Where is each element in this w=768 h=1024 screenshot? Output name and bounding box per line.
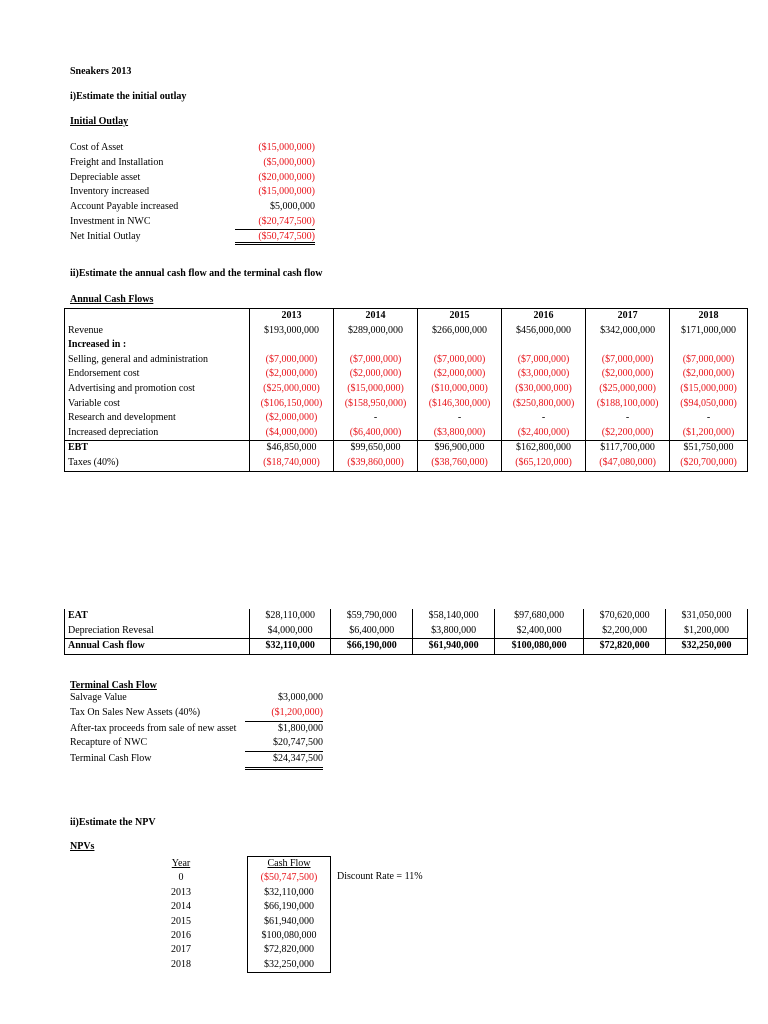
cell-value: $2,400,000	[495, 624, 584, 639]
outlay-value: ($50,747,500)	[235, 230, 315, 245]
npv-cashflow: $61,940,000	[248, 915, 331, 929]
table-row	[65, 324, 748, 339]
cell-value: $51,750,000	[670, 441, 748, 456]
npv-cashflow: $66,190,000	[248, 900, 331, 914]
cell-value: ($2,000,000)	[670, 367, 748, 382]
annual-cash-flows-heading: Annual Cash Flows	[70, 294, 154, 305]
cell-value: ($15,000,000)	[334, 382, 418, 397]
table-row	[65, 338, 748, 353]
npv-row	[115, 886, 331, 900]
npv-year: 2016	[115, 929, 248, 943]
cell-value: ($7,000,000)	[502, 353, 586, 368]
year-header: 2013	[250, 309, 334, 324]
cell-value	[334, 338, 418, 353]
cell-value: ($3,800,000)	[418, 426, 502, 441]
year-header: 2018	[670, 309, 748, 324]
cell-value: ($7,000,000)	[670, 353, 748, 368]
cell-value: $100,080,000	[495, 639, 584, 655]
cell-value: $32,110,000	[250, 639, 331, 655]
cell-value: ($6,400,000)	[334, 426, 418, 441]
row-label: Depreciation Revesal	[65, 624, 250, 639]
outlay-label: Cost of Asset	[70, 142, 124, 153]
cell-value: $117,700,000	[586, 441, 670, 456]
cell-value: ($10,000,000)	[418, 382, 502, 397]
npv-cashflow: $32,110,000	[248, 886, 331, 900]
npv-row	[115, 915, 331, 929]
question-1: i)Estimate the initial outlay	[70, 91, 187, 102]
row-label: Taxes (40%)	[65, 456, 250, 471]
question-3: ii)Estimate the NPV	[70, 817, 156, 828]
outlay-value: ($20,747,500)	[235, 215, 315, 230]
terminal-row	[70, 706, 330, 722]
row-label: Increased depreciation	[65, 426, 250, 441]
row-label: Variable cost	[65, 397, 250, 412]
npv-year: 2014	[115, 900, 248, 914]
cell-value: ($2,000,000)	[250, 411, 334, 426]
year-header-row	[65, 309, 748, 324]
npv-year: 2018	[115, 958, 248, 973]
row-label: Selling, general and administration	[65, 353, 250, 368]
cell-value: ($2,200,000)	[586, 426, 670, 441]
cell-value: ($94,050,000)	[670, 397, 748, 412]
outlay-label: Depreciable asset	[70, 171, 141, 183]
cell-value: ($146,300,000)	[418, 397, 502, 412]
outlay-value: ($20,000,000)	[258, 171, 315, 183]
cell-value	[418, 338, 502, 353]
cell-value: ($2,000,000)	[418, 367, 502, 382]
cell-value: -	[670, 411, 748, 426]
npv-year: 2015	[115, 915, 248, 929]
outlay-label: Account Payable increased	[70, 201, 179, 213]
table-row	[65, 411, 748, 426]
row-label: Advertising and promotion cost	[65, 382, 250, 397]
terminal-value: $20,747,500	[245, 736, 323, 752]
cell-value: ($188,100,000)	[586, 397, 670, 412]
npv-year: 0	[115, 871, 248, 885]
table-row	[65, 624, 748, 639]
outlay-row	[70, 171, 330, 186]
cell-value: ($158,950,000)	[334, 397, 418, 412]
cell-value: -	[418, 411, 502, 426]
cell-value: $58,140,000	[413, 609, 495, 624]
annual-cash-flows-table-continued	[64, 609, 748, 655]
npv-row	[115, 900, 331, 914]
cell-value: $193,000,000	[250, 324, 334, 339]
initial-outlay-list	[70, 141, 330, 245]
npv-row	[115, 929, 331, 943]
table-row	[65, 456, 748, 471]
cell-value: ($25,000,000)	[586, 382, 670, 397]
cell-value: $266,000,000	[418, 324, 502, 339]
table-row	[65, 353, 748, 368]
outlay-row	[70, 230, 330, 245]
npv-cashflow: $100,080,000	[248, 929, 331, 943]
table-row	[65, 441, 748, 456]
outlay-label: Net Initial Outlay	[70, 230, 141, 242]
npv-heading: NPVs	[70, 841, 95, 852]
npv-header-row	[115, 857, 331, 872]
cell-value: $6,400,000	[331, 624, 413, 639]
cell-value: ($250,800,000)	[502, 397, 586, 412]
cell-value: $171,000,000	[670, 324, 748, 339]
year-header: 2014	[334, 309, 418, 324]
cell-value: $28,110,000	[250, 609, 331, 624]
row-label: Annual Cash flow	[65, 639, 250, 655]
cell-value: ($38,760,000)	[418, 456, 502, 471]
outlay-row	[70, 141, 330, 156]
cell-value: ($1,200,000)	[670, 426, 748, 441]
cell-value: ($2,000,000)	[334, 367, 418, 382]
cell-value: ($65,120,000)	[502, 456, 586, 471]
outlay-label: Freight and Installation	[70, 156, 164, 168]
cell-value: ($4,000,000)	[250, 426, 334, 441]
cell-value: -	[334, 411, 418, 426]
outlay-value: ($15,000,000)	[258, 186, 315, 198]
cell-value: $46,850,000	[250, 441, 334, 456]
cell-value: ($2,000,000)	[586, 367, 670, 382]
terminal-heading: Terminal Cash Flow	[70, 680, 157, 691]
outlay-value: $5,000,000	[270, 201, 315, 213]
npv-cashflow: ($50,747,500)	[248, 871, 331, 885]
year-header: 2016	[502, 309, 586, 324]
row-label: Increased in :	[65, 338, 250, 353]
cell-value: ($39,860,000)	[334, 456, 418, 471]
year-header: 2017	[586, 309, 670, 324]
cell-value: ($30,000,000)	[502, 382, 586, 397]
terminal-row	[70, 736, 330, 752]
cell-value: ($47,080,000)	[586, 456, 670, 471]
cell-value: ($18,740,000)	[250, 456, 334, 471]
row-label: Research and development	[65, 411, 250, 426]
terminal-label: Terminal Cash Flow	[70, 753, 152, 765]
table-row	[65, 367, 748, 382]
npv-row	[115, 958, 331, 973]
cell-value: $66,190,000	[331, 639, 413, 655]
discount-rate: Discount Rate = 11%	[337, 871, 423, 882]
cell-value: ($20,700,000)	[670, 456, 748, 471]
cell-value: $162,800,000	[502, 441, 586, 456]
cell-value: ($2,400,000)	[502, 426, 586, 441]
cell-value: ($106,150,000)	[250, 397, 334, 412]
cell-value: ($7,000,000)	[250, 353, 334, 368]
cell-value	[670, 338, 748, 353]
cell-value: $2,200,000	[584, 624, 666, 639]
row-label: EAT	[65, 609, 250, 624]
outlay-row	[70, 185, 330, 200]
cell-value: $3,800,000	[413, 624, 495, 639]
outlay-row	[70, 200, 330, 215]
annual-cash-flows-table	[64, 308, 748, 472]
year-header: 2015	[418, 309, 502, 324]
terminal-value: $24,347,500	[245, 752, 323, 770]
doc-title: Sneakers 2013	[70, 66, 132, 77]
terminal-row	[70, 752, 330, 770]
question-2: ii)Estimate the annual cash flow and the terminal cash flow	[70, 268, 323, 279]
terminal-label: Tax On Sales New Assets (40%)	[70, 706, 201, 718]
table-row	[65, 609, 748, 624]
terminal-value: ($1,200,000)	[245, 706, 323, 722]
cell-value: $289,000,000	[334, 324, 418, 339]
cell-value: $96,900,000	[418, 441, 502, 456]
cell-value: ($7,000,000)	[418, 353, 502, 368]
cell-value: -	[502, 411, 586, 426]
cell-value: $31,050,000	[666, 609, 748, 624]
terminal-row	[70, 722, 330, 737]
row-label: Endorsement cost	[65, 367, 250, 382]
cell-value	[250, 338, 334, 353]
npv-table	[115, 856, 331, 973]
outlay-label: Inventory increased	[70, 186, 150, 198]
npv-cashflow: $32,250,000	[248, 958, 331, 973]
cell-value: $70,620,000	[584, 609, 666, 624]
cell-value: $99,650,000	[334, 441, 418, 456]
npv-cashflow: $72,820,000	[248, 943, 331, 957]
terminal-cash-flow-list	[70, 680, 330, 770]
cell-value: $4,000,000	[250, 624, 331, 639]
cell-value: ($15,000,000)	[670, 382, 748, 397]
cell-value: $61,940,000	[413, 639, 495, 655]
cell-value: $342,000,000	[586, 324, 670, 339]
outlay-row	[70, 215, 330, 230]
cell-value: $456,000,000	[502, 324, 586, 339]
terminal-label: Recapture of NWC	[70, 737, 148, 749]
outlay-value: ($5,000,000)	[263, 156, 315, 168]
npv-row	[115, 943, 331, 957]
cell-value: -	[586, 411, 670, 426]
outlay-row	[70, 156, 330, 171]
row-label: Revenue	[65, 324, 250, 339]
terminal-value: $1,800,000	[278, 722, 323, 734]
cell-value: ($25,000,000)	[250, 382, 334, 397]
initial-outlay-heading: Initial Outlay	[70, 116, 129, 127]
table-row	[65, 382, 748, 397]
npv-year-header: Year	[115, 857, 248, 872]
cell-value: ($7,000,000)	[334, 353, 418, 368]
terminal-label: Salvage Value	[70, 692, 127, 703]
table-row	[65, 426, 748, 441]
outlay-value: ($15,000,000)	[258, 142, 315, 153]
table-row	[65, 639, 748, 655]
table-row	[65, 397, 748, 412]
cell-value: $59,790,000	[331, 609, 413, 624]
terminal-row	[70, 691, 330, 706]
cell-value: $72,820,000	[584, 639, 666, 655]
cell-value: ($2,000,000)	[250, 367, 334, 382]
outlay-label: Investment in NWC	[70, 215, 151, 227]
npv-year: 2017	[115, 943, 248, 957]
row-label: EBT	[65, 441, 250, 456]
npv-year: 2013	[115, 886, 248, 900]
terminal-label: After-tax proceeds from sale of new asset	[70, 722, 237, 734]
cell-value: $1,200,000	[666, 624, 748, 639]
cell-value: $32,250,000	[666, 639, 748, 655]
terminal-value: $3,000,000	[278, 692, 323, 703]
cell-value: $97,680,000	[495, 609, 584, 624]
cell-value: ($3,000,000)	[502, 367, 586, 382]
cell-value	[586, 338, 670, 353]
npv-cashflow-header: Cash Flow	[248, 857, 331, 872]
cell-value: ($7,000,000)	[586, 353, 670, 368]
npv-row	[115, 871, 331, 885]
cell-value	[502, 338, 586, 353]
